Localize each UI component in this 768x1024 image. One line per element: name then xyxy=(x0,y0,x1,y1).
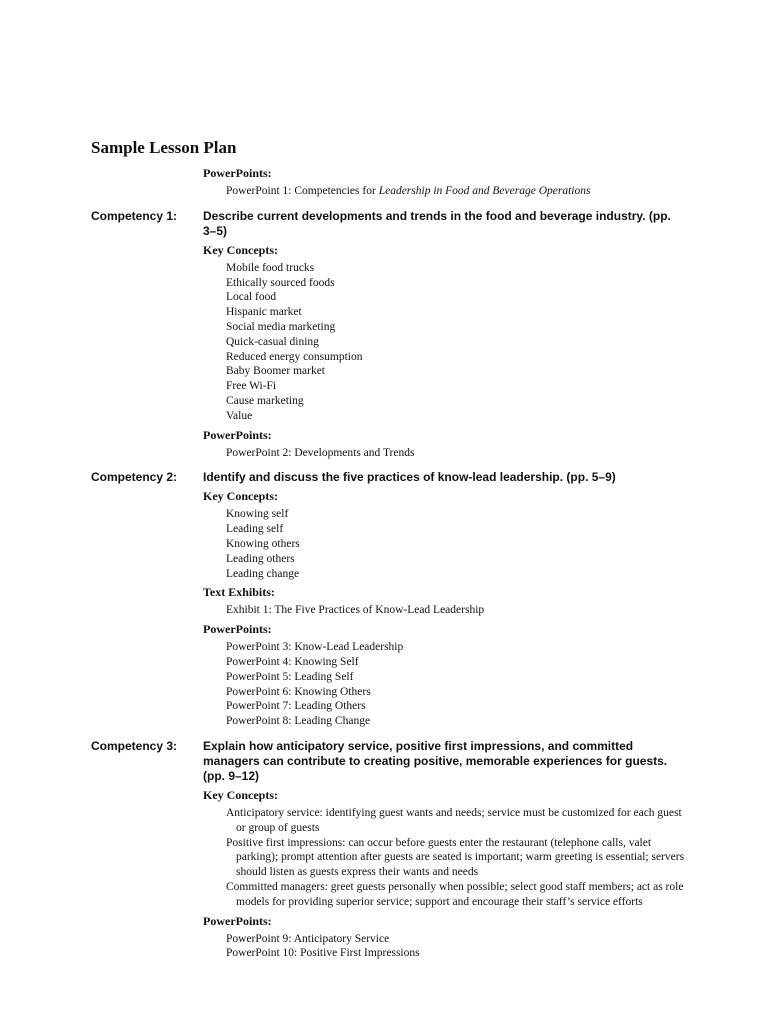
competency-2 xyxy=(91,470,691,739)
list-item: Baby Boomer market xyxy=(226,365,326,378)
section-list xyxy=(91,806,691,910)
list-item: PowerPoint 9: Anticipatory Service xyxy=(226,932,390,945)
section-list xyxy=(91,446,691,461)
section-heading: Key Concepts: xyxy=(203,489,278,504)
list-item: Social media marketing xyxy=(226,320,336,333)
section-list xyxy=(91,261,691,424)
list-item: Knowing others xyxy=(226,537,300,550)
competency-description: Identify and discuss the five practices of know-lead leadership. (pp. 5–9) xyxy=(203,470,616,485)
competency-header xyxy=(91,470,691,485)
competency-section xyxy=(91,622,691,729)
intro-powerpoints xyxy=(91,166,691,199)
competency-label: Competency 3: xyxy=(91,738,178,753)
section-list xyxy=(91,640,691,729)
list-item: PowerPoint 8: Leading Change xyxy=(226,715,371,728)
competency-description: Describe current developments and trends in the food and beverage industry. (pp. 3–5) xyxy=(203,208,671,238)
list-item: Leading self xyxy=(226,523,284,536)
section-heading: PowerPoints: xyxy=(203,913,272,928)
competency-header xyxy=(91,209,691,239)
section-heading: Text Exhibits: xyxy=(203,585,275,600)
competency-list xyxy=(91,209,691,971)
powerpoint-1 xyxy=(91,184,691,199)
competency-section xyxy=(91,428,691,461)
list-item: Exhibit 1: The Five Practices of Know-Lead Leadership xyxy=(226,604,485,617)
section-heading: PowerPoints: xyxy=(203,166,272,180)
list-item: PowerPoint 10: Positive First Impressions xyxy=(226,947,420,960)
list-item: Hispanic market xyxy=(226,306,302,319)
list-item: Leading others xyxy=(226,552,295,565)
list-item: Leading change xyxy=(226,567,300,580)
list-item: Ethically sourced foods xyxy=(226,276,335,289)
competency-1 xyxy=(91,209,691,471)
list-item: Anticipatory service: identifying guest wants and needs; service must be customized for each guest or group of guests xyxy=(226,806,682,834)
competency-3 xyxy=(91,739,691,971)
list-item: PowerPoint 7: Leading Others xyxy=(226,700,366,713)
list-item: PowerPoint 5: Leading Self xyxy=(226,670,354,683)
list-item: PowerPoint 2: Developments and Trends xyxy=(226,446,415,459)
section-heading: PowerPoints: xyxy=(203,622,272,637)
competency-label: Competency 1: xyxy=(91,208,178,223)
pp1-prefix: PowerPoint 1: Competencies for xyxy=(226,185,379,197)
section-heading: Key Concepts: xyxy=(203,787,278,802)
list-item: Mobile food trucks xyxy=(226,261,315,274)
section-heading: Key Concepts: xyxy=(203,242,278,257)
competency-section xyxy=(91,788,691,910)
competency-section xyxy=(91,914,691,962)
list-item: Local food xyxy=(226,291,277,304)
list-item: Value xyxy=(226,409,253,422)
competency-header xyxy=(91,739,691,784)
competency-label: Competency 2: xyxy=(91,470,178,485)
list-item: Reduced energy consumption xyxy=(226,350,363,363)
list-item: PowerPoint 4: Knowing Self xyxy=(226,655,359,668)
section-list xyxy=(91,603,691,618)
lesson-content xyxy=(91,166,691,971)
list-item: Free Wi-Fi xyxy=(226,380,277,393)
list-item: PowerPoint 6: Knowing Others xyxy=(226,685,371,698)
competency-section xyxy=(91,585,691,618)
section-list xyxy=(91,932,691,962)
section-heading: PowerPoints: xyxy=(203,427,272,442)
page-title: Sample Lesson Plan xyxy=(91,138,237,157)
pp1-book-title: Leadership in Food and Beverage Operations xyxy=(378,185,591,197)
section-list xyxy=(91,507,691,581)
list-item: Positive first impressions: can occur before guests enter the restaurant (telephone calls, valet parking); prompt attention after guests are seated is important; warm greeting is essential; servers should listen as guests express their wants and needs xyxy=(226,836,685,879)
competency-section xyxy=(91,489,691,581)
list-item: PowerPoint 3: Know-Lead Leadership xyxy=(226,641,404,654)
list-item: Knowing self xyxy=(226,508,289,521)
list-item: Quick-casual dining xyxy=(226,335,319,348)
competency-description: Explain how anticipatory service, positive first impressions, and committed managers can contribute to creating positive, memorable experiences for guests. (pp. 9–12) xyxy=(203,738,668,783)
competency-section xyxy=(91,243,691,424)
list-item: Cause marketing xyxy=(226,394,304,407)
list-item: Committed managers: greet guests personally when possible; select good staff members; act as role models for providing superior service; support and encourage their staff’s service efforts xyxy=(226,880,684,908)
